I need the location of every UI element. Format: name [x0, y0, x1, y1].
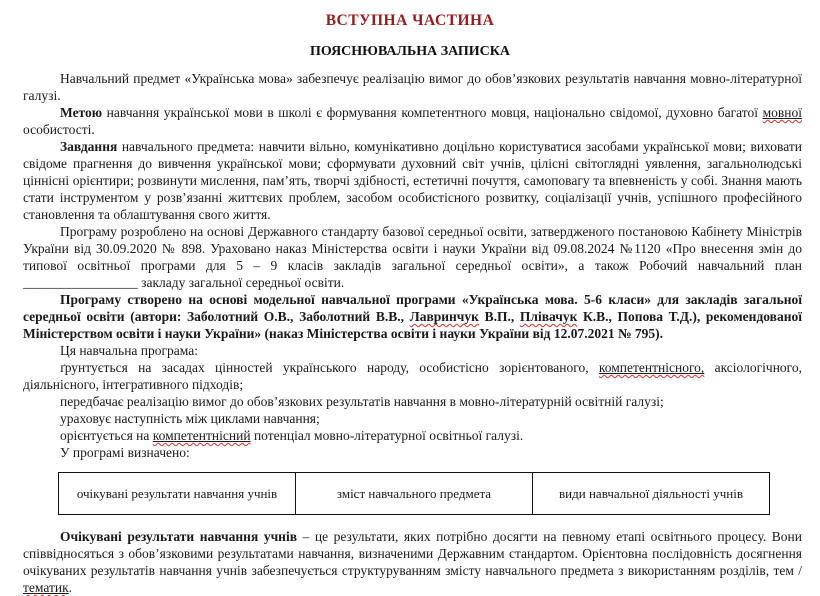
table-row: [59, 473, 770, 515]
spellcheck-mark: Лавринчук: [409, 309, 479, 324]
paragraph-tasks: [23, 138, 802, 223]
paragraph-text: навчального предмета: навчити вільно, комунікативно доцільно користуватися засобами української мови; виховати свідоме прагнення до вивчення української мови; сформувати духовний світ учнів, цілісні світоглядні уявлення, загальнолюдські ціннісні орієнтири; розвинути мислення, пам’ять, творчі здібності, естетичні почуття, самоповагу та впевненість у собі. Знання мають стати інструментом у розв’язанні життєвих проблем, засобом особистісного розвитку, соціалізації учнів, успішного професійного становлення та облаштування свого життя.: [23, 139, 802, 222]
paragraph-program-intro: [23, 342, 802, 359]
document-subtitle: ПОЯСНЮВАЛЬНА ЗАПИСКА: [309, 44, 510, 59]
paragraph-text: передбачає реалізацію вимог до обов’язкових результатів навчання в мовно-літературній освітній галузі;: [60, 394, 664, 409]
spellcheck-mark: тематик: [23, 580, 69, 595]
paragraph-text: потенціал мовно-літературної освітньої галузі.: [250, 428, 524, 443]
paragraph-text: закладу загальної середньої освіти.: [137, 275, 345, 290]
document-page: [0, 12, 820, 596]
underlined-word: [153, 428, 251, 443]
table-cell-subject-content: зміст навчального предмета: [296, 473, 533, 515]
underlined-word: [599, 360, 704, 375]
paragraph-text: В.П.,: [478, 309, 520, 324]
paragraph-text: аксіологічного, діяльнісного, інтегративного підходів;: [23, 360, 802, 392]
spellcheck-mark: Плівачук: [519, 309, 578, 324]
paragraph-defined-intro: [23, 444, 802, 461]
paragraph-subject: [23, 70, 802, 104]
spellcheck-mark: мовної: [762, 105, 802, 120]
paragraph-text: навчання української мови в школі є формування компетентного мовця, національно свідомої, духовно багатої: [102, 105, 763, 120]
table-cell-expected-results: очікувані результати навчання учнів: [59, 473, 296, 515]
paragraph-text: Ця навчальна програма:: [60, 343, 198, 358]
paragraph-text: Програму розроблено на основі Державного стандарту базової середньої освіти, затвердженого постановою Кабінету Міністрів України від 30.09.2020 № 898. Ураховано наказ Міністерства освіти і науки України від 09.08.2024 №1120 «Про внесення змін до типової освітньої програми для 5 – 9 класів закладів загальної середньої освіти», а також Робочий навчальний план: [23, 224, 802, 273]
spellcheck-mark: компетентнісного,: [598, 360, 705, 375]
paragraph-text: ґрунтується на засадах цінностей українського народу, особистісно зорієнтованого,: [60, 360, 599, 375]
program-structure-table: [58, 472, 770, 515]
underlined-word: [763, 105, 802, 120]
paragraph-text: орієнтується на: [60, 428, 153, 443]
paragraph-text: особистості.: [23, 122, 95, 137]
paragraph-text: .: [68, 580, 73, 595]
lead-word-tasks: Завдання: [60, 139, 118, 154]
lead-phrase-expected-results: Очікувані результати навчання учнів: [60, 529, 298, 544]
paragraph-text: Навчальний предмет «Українська мова» забезпечує реалізацію вимог до обов’язкових результатів навчання мовно-літературної галузі.: [23, 71, 802, 103]
paragraph-text: Програму створено на основі модельної навчальної програми «Українська мова. 5-6 класи» для закладів загальної середньої освіти (автори: Заболотний О.В., Заболотний В.В.,: [23, 292, 802, 324]
paragraph-text: К.В., Попова Т.Д.), рекомендованої Міністерством освіти і науки України» (наказ Міністерства освіти і науки України від 12.07.2021 № 795).: [23, 309, 803, 341]
list-item-values: [23, 359, 802, 393]
paragraph-text: ураховує наступність між циклами навчання;: [60, 411, 320, 426]
paragraph-goal: [23, 104, 802, 138]
spellcheck-mark: компетентнісний: [152, 428, 251, 443]
paragraph-text: – це результати, яких потрібно досягти на певному етапі освітнього процесу. Вони співвідносяться з обов’язковими результатами навчання, визначеними Державним стандартом. Орієнтовна послідовність досягнення очікуваних результатів навчання учнів забезпечується структуруванням змісту навчального предмета з використанням розділів, тем /: [23, 529, 802, 578]
underlined-word: [23, 580, 69, 595]
document-body: [23, 70, 802, 596]
paragraph-text: У програмі визначено:: [60, 445, 190, 460]
table-cell-activity-types: види навчальної діяльності учнів: [533, 473, 770, 515]
paragraph-standard: [23, 223, 802, 291]
document-title: ВСТУПНА ЧАСТИНА: [325, 12, 495, 29]
paragraph-model-program: [23, 291, 802, 342]
list-item-continuity: [23, 410, 802, 427]
list-item-requirements: [23, 393, 802, 410]
paragraph-expected-results: [23, 528, 802, 596]
lead-word-meta: Метою: [60, 105, 103, 120]
blank-line: _________________: [23, 275, 138, 290]
list-item-competence: [23, 427, 802, 444]
